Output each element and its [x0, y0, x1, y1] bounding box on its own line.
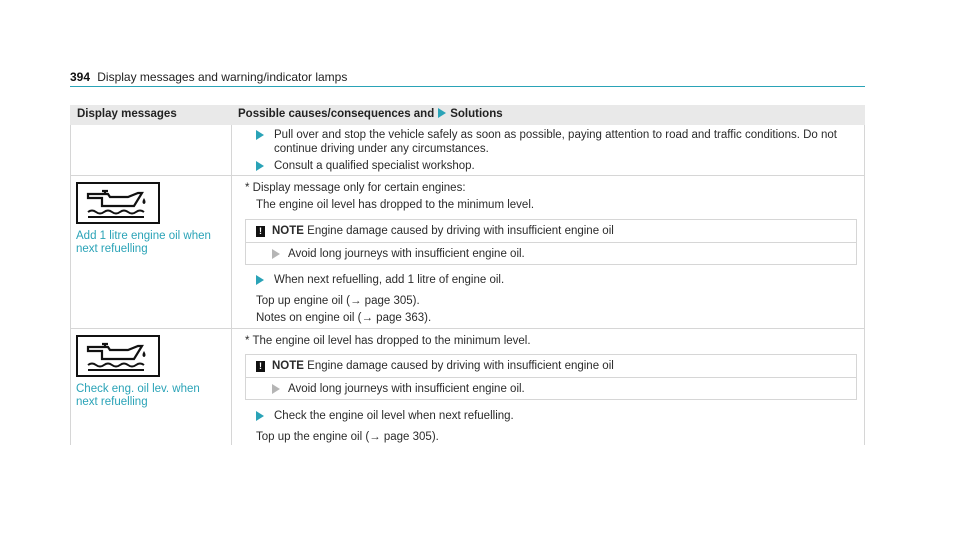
display-message-text-continued: next refuelling: [76, 396, 148, 408]
note-line: [272, 359, 614, 373]
footnote-text: * Display message only for certain engines:: [245, 182, 466, 194]
table-column-divider: [231, 125, 232, 445]
table-left-border: [70, 125, 71, 445]
note-box: [245, 354, 857, 400]
column-header-causes: Possible causes/consequences and: [238, 108, 435, 120]
solution-text-continued: continue driving under any circumstances.: [274, 143, 489, 155]
cause-text: The engine oil level has dropped to the minimum level.: [256, 199, 535, 211]
oil-can-icon: [78, 184, 158, 222]
bullet-arrow-icon: [256, 411, 264, 421]
page-header: [70, 70, 865, 87]
note-divider: [246, 242, 856, 243]
table-right-border: [864, 125, 865, 445]
note-box: [245, 219, 857, 265]
note-divider: [246, 377, 856, 378]
bullet-arrow-icon: [256, 275, 264, 285]
solution-text: Pull over and stop the vehicle safely as soon as possible, paying attention to road and traffic conditions. Do not: [274, 129, 837, 141]
display-message-text: Add 1 litre engine oil when: [76, 230, 211, 242]
column-header-messages: Display messages: [77, 108, 177, 120]
engine-oil-level-icon: [76, 182, 160, 224]
display-message-text: Check eng. oil lev. when: [76, 383, 200, 395]
engine-oil-level-icon: [76, 335, 160, 377]
solution-text: When next refuelling, add 1 litre of engine oil.: [274, 274, 505, 286]
bullet-arrow-icon: [256, 130, 264, 140]
row-divider-1: [70, 175, 865, 176]
warning-exclamation-icon: !: [256, 226, 265, 237]
page-reference-link[interactable]: Notes on engine oil (→ page 363).: [256, 312, 432, 324]
solution-arrow-icon: [438, 108, 446, 118]
note-line: [272, 224, 614, 238]
bullet-arrow-icon: [272, 249, 280, 259]
display-message-text-continued: next refuelling: [76, 243, 148, 255]
cause-text: * The engine oil level has dropped to the minimum level.: [245, 335, 531, 347]
oil-can-icon: [78, 337, 158, 375]
bullet-arrow-icon: [256, 161, 264, 171]
note-action-text: Avoid long journeys with insufficient engine oil.: [288, 383, 525, 395]
table-header: [70, 105, 865, 125]
row-divider-2: [70, 328, 865, 329]
solution-text: Check the engine oil level when next refuelling.: [274, 410, 514, 422]
note-text: Engine damage caused by driving with insufficient engine oil: [307, 360, 614, 372]
page-reference-link[interactable]: Top up the engine oil (→ page 305).: [256, 431, 439, 443]
note-text: Engine damage caused by driving with insufficient engine oil: [307, 225, 614, 237]
column-header-solutions: Solutions: [450, 108, 503, 120]
note-label: NOTE: [272, 360, 304, 372]
bullet-arrow-icon: [272, 384, 280, 394]
page-title: Display messages and warning/indicator lamps: [97, 70, 348, 84]
note-action-text: Avoid long journeys with insufficient engine oil.: [288, 248, 525, 260]
column-header-causes-solutions: [238, 108, 503, 120]
warning-exclamation-icon: !: [256, 361, 265, 372]
page-number: 394: [70, 70, 91, 84]
page-reference-link[interactable]: Top up engine oil (→ page 305).: [256, 295, 420, 307]
solution-text: Consult a qualified specialist workshop.: [274, 160, 475, 172]
note-label: NOTE: [272, 225, 304, 237]
